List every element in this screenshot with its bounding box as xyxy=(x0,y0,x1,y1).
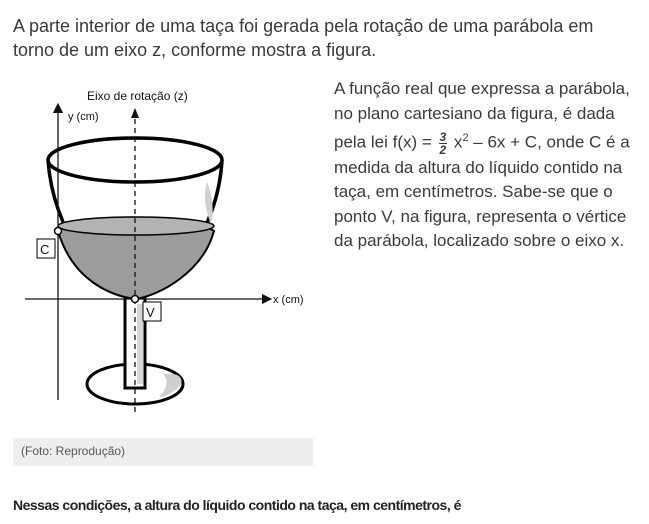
fraction-denominator: 2 xyxy=(439,142,447,157)
function-text-part2: x xyxy=(449,132,463,152)
point-c xyxy=(55,228,62,235)
point-v xyxy=(132,296,139,303)
function-text-part1: A função real que expressa a parábola, no plano cartesiano da figura, é dada pela lei f(x) = xyxy=(334,79,630,152)
function-description xyxy=(334,77,636,254)
x-axis-label: x (cm) xyxy=(273,294,304,306)
fraction-numerator: 3 xyxy=(439,129,447,144)
intro-paragraph: A parte interior de uma taça foi gerada pela rotação de uma parábola em torno de um eixo z, conforme mostra a figura. xyxy=(13,16,594,60)
rotation-axis-label: Eixo de rotação (z) xyxy=(87,89,188,103)
glass-figure xyxy=(13,82,313,432)
y-axis-label: y (cm) xyxy=(68,111,99,123)
question-text: Nessas condições, a altura do líquido contido na taça, em centímetros, é xyxy=(13,497,461,513)
photo-caption: (Foto: Reprodução) xyxy=(13,438,313,466)
point-c-label: C xyxy=(40,242,50,257)
fraction xyxy=(439,131,448,156)
point-v-label: V xyxy=(146,305,155,320)
function-text-part3: – 6x + C, onde C é a medida da altura do líquido contido na taça, em centímetros. Sabe-se que o ponto V, na figura, representa o vértice da parábola, localizado sobre o eixo x. xyxy=(334,132,630,251)
exponent: 2 xyxy=(462,132,469,144)
